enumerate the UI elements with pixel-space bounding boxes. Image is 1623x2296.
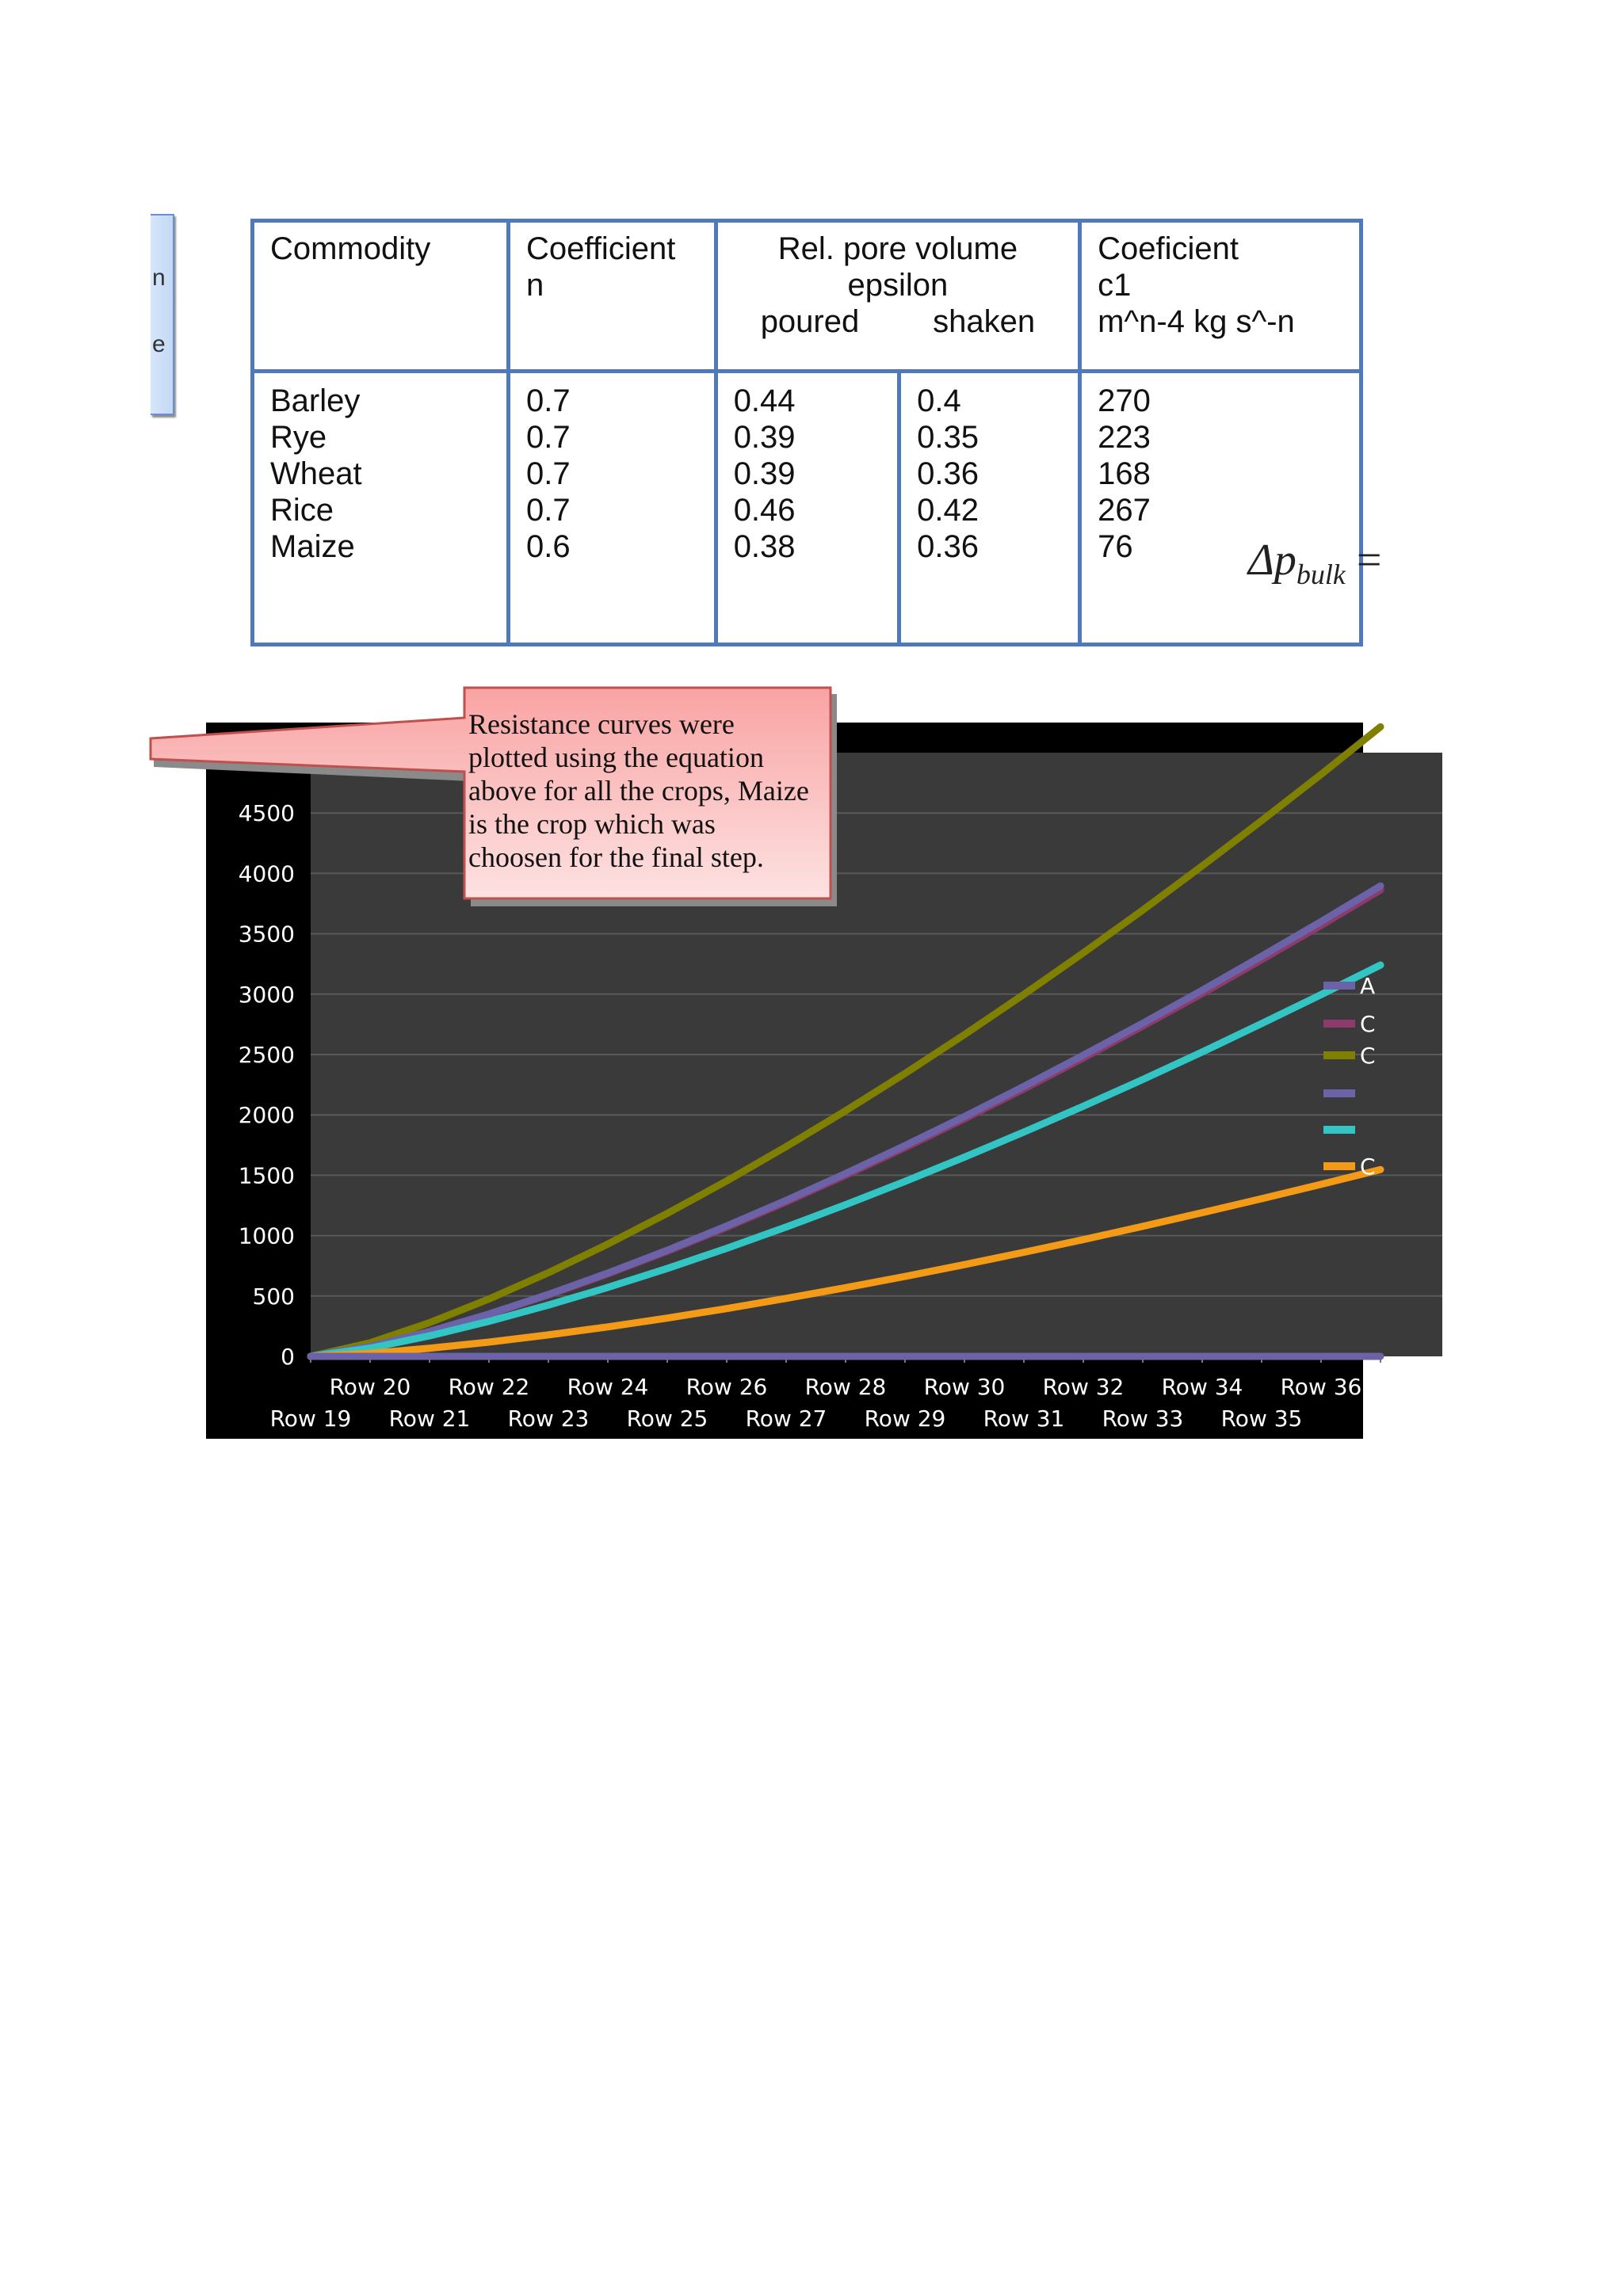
header-pore-line-1: Rel. pore volume <box>777 231 1018 266</box>
x-tick-label: Row 24 <box>567 1374 649 1400</box>
table-body-row <box>253 372 1361 645</box>
y-tick-label: 4500 <box>238 800 295 827</box>
x-tick-label: Row 33 <box>1102 1405 1184 1432</box>
x-tick-label: Row 32 <box>1042 1374 1125 1400</box>
legend-swatch <box>1323 1162 1355 1170</box>
legend-swatch <box>1323 982 1355 990</box>
x-tick-label: Row 25 <box>626 1405 708 1432</box>
header-c1-line-1: Coeficient <box>1098 231 1239 266</box>
legend-swatch <box>1323 1089 1355 1097</box>
column-commodity <box>253 372 509 645</box>
x-tick-label: Row 21 <box>388 1405 471 1432</box>
column-shaken <box>899 372 1080 645</box>
legend-label: C <box>1360 1043 1376 1069</box>
pressure-drop-equation <box>1248 535 1381 591</box>
equation-equals: = <box>1356 536 1382 585</box>
y-tick-label: 3500 <box>238 921 295 948</box>
legend-label: C <box>1360 1011 1376 1037</box>
cell-poured: 0.39 <box>733 420 796 455</box>
x-tick-label: Row 34 <box>1161 1374 1243 1400</box>
column-c1 <box>1080 372 1361 645</box>
cell-n: 0.7 <box>526 456 571 491</box>
cell-poured: 0.38 <box>733 529 796 564</box>
side-text-box <box>151 214 174 415</box>
cell-c1: 267 <box>1098 493 1151 528</box>
x-tick-label: Row 28 <box>804 1374 887 1400</box>
x-tick-label: Row 19 <box>269 1405 352 1432</box>
header-c1-line-2: c1 <box>1098 268 1132 303</box>
cell-commodity: Wheat <box>270 456 362 491</box>
legend-swatch <box>1323 1126 1355 1134</box>
cell-c1: 223 <box>1098 420 1151 455</box>
header-commodity <box>253 221 509 372</box>
callout-line: above for all the crops, Maize <box>468 775 809 807</box>
header-pore-volume <box>716 221 1079 372</box>
x-tick-label: Row 35 <box>1220 1405 1303 1432</box>
y-tick-label: 1500 <box>238 1162 295 1189</box>
equation-subscript: bulk <box>1296 559 1346 591</box>
callout-line: Resistance curves were <box>468 708 735 740</box>
cell-shaken: 0.42 <box>917 493 979 528</box>
cell-shaken: 0.4 <box>917 383 961 418</box>
y-tick-label: 0 <box>281 1344 295 1370</box>
x-tick-label: Row 30 <box>923 1374 1006 1400</box>
cell-commodity: Rye <box>270 420 327 455</box>
callout-line: choosen for the final step. <box>468 841 764 873</box>
cell-shaken: 0.36 <box>917 456 979 491</box>
x-tick-label: Row 26 <box>685 1374 768 1400</box>
header-coefficient-c1 <box>1080 221 1361 372</box>
header-c1-line-3: m^n-4 kg s^-n <box>1098 304 1295 339</box>
cell-c1: 76 <box>1098 529 1133 564</box>
header-commodity-label: Commodity <box>270 231 431 266</box>
header-n-line-1: Coefficient <box>526 231 676 266</box>
cell-n: 0.6 <box>526 529 571 564</box>
cell-commodity: Maize <box>270 529 355 564</box>
x-tick-label: Row 22 <box>448 1374 530 1400</box>
x-tick-label: Row 23 <box>507 1405 590 1432</box>
x-tick-label: Row 31 <box>983 1405 1065 1432</box>
header-pore-line-2: epsilon <box>847 268 949 303</box>
equation-symbol: Δp <box>1248 536 1296 585</box>
callout-line: plotted using the equation <box>468 742 764 773</box>
y-tick-label: 2500 <box>238 1042 295 1068</box>
x-tick-label: Row 29 <box>864 1405 946 1432</box>
side-box-line-1: n <box>152 265 166 291</box>
legend-label: A <box>1360 973 1376 999</box>
cell-commodity: Barley <box>270 383 361 418</box>
x-tick-label: Ro <box>1366 1405 1395 1432</box>
column-n <box>509 372 716 645</box>
cell-n: 0.7 <box>526 493 571 528</box>
x-tick-label: Row 20 <box>329 1374 411 1400</box>
header-coefficient-n <box>509 221 716 372</box>
legend-label: C <box>1360 1154 1376 1180</box>
cell-poured: 0.39 <box>733 456 796 491</box>
cell-n: 0.7 <box>526 420 571 455</box>
y-tick-label: 2000 <box>238 1102 295 1129</box>
header-shaken: shaken <box>933 304 1036 339</box>
y-tick-label: 3000 <box>238 981 295 1008</box>
cell-commodity: Rice <box>270 493 334 528</box>
cell-shaken: 0.36 <box>917 529 979 564</box>
y-tick-label: 1000 <box>238 1222 295 1249</box>
cell-poured: 0.46 <box>733 493 796 528</box>
cell-poured: 0.44 <box>733 383 796 418</box>
side-box-line-2: e <box>152 331 166 357</box>
callout-text <box>468 707 841 874</box>
cell-shaken: 0.35 <box>917 420 979 455</box>
header-pore-subheaders <box>734 303 1062 340</box>
x-tick-label: Row 27 <box>745 1405 827 1432</box>
table-header-row <box>253 221 1361 372</box>
y-tick-label: 4000 <box>238 860 295 887</box>
legend-swatch <box>1323 1051 1355 1059</box>
header-poured: poured <box>760 304 860 339</box>
cell-c1: 168 <box>1098 456 1151 491</box>
legend-swatch <box>1323 1020 1355 1028</box>
cell-c1: 270 <box>1098 383 1151 418</box>
header-n-line-2: n <box>526 268 544 303</box>
commodity-table <box>250 219 1363 646</box>
callout-line: is the crop which was <box>468 808 716 840</box>
column-poured <box>716 372 899 645</box>
cell-n: 0.7 <box>526 383 571 418</box>
y-tick-label: 500 <box>252 1283 295 1310</box>
x-tick-label: Row 36 <box>1280 1374 1362 1400</box>
